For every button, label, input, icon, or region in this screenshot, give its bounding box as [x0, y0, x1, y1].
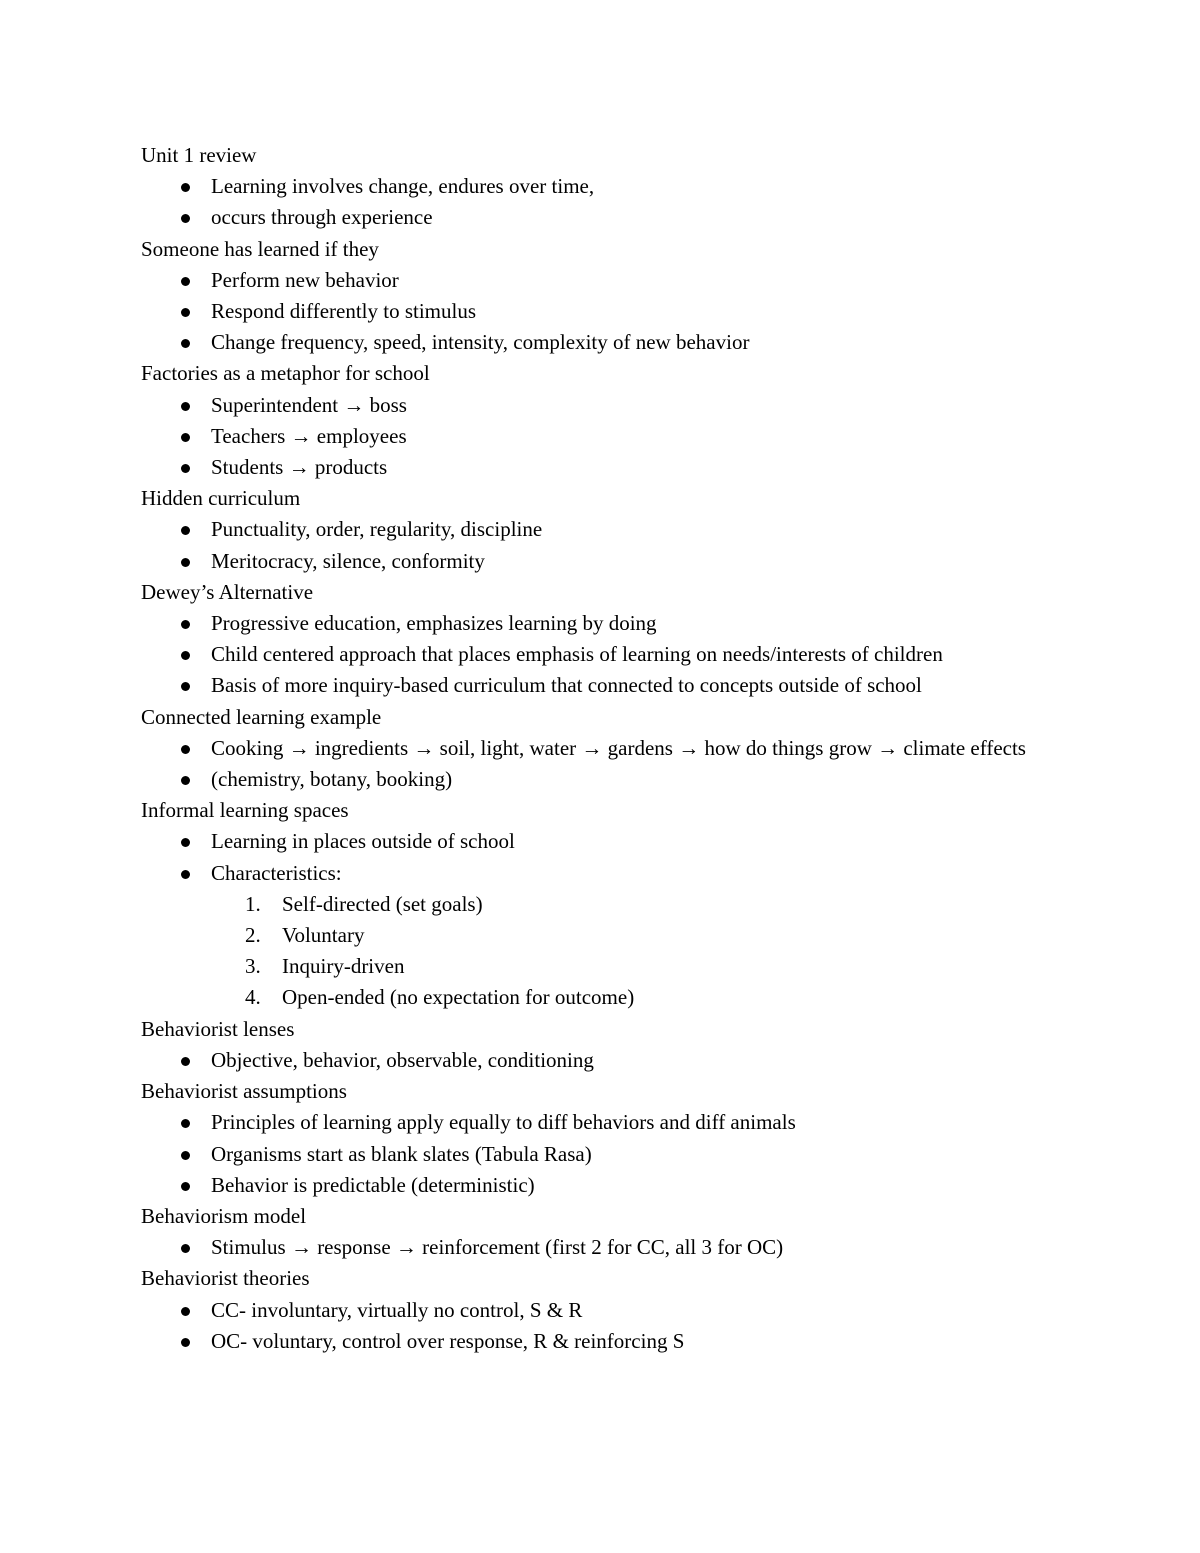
- bullet-item: [141, 670, 1121, 701]
- bullet-list: [141, 514, 1121, 576]
- bullet-dot-icon: [181, 776, 190, 785]
- bullet-dot-icon: [181, 526, 190, 535]
- bullet-item: [141, 1295, 1121, 1326]
- bullet-text: Objective, behavior, observable, conditioning: [211, 1047, 594, 1072]
- section-heading: Behaviorist assumptions: [141, 1079, 347, 1104]
- bullet-dot-icon: [181, 1057, 190, 1066]
- bullet-item: [141, 826, 1121, 857]
- bullet-dot-icon: [181, 1338, 190, 1347]
- bullet-list: [141, 1232, 1121, 1263]
- bullet-text: Meritocracy, silence, conformity: [211, 548, 485, 573]
- bullet-dot-icon: [181, 402, 190, 411]
- bullet-dot-icon: [181, 1307, 190, 1316]
- bullet-item: [141, 1107, 1121, 1138]
- bullet-dot-icon: [181, 620, 190, 629]
- section-behaviorist-theories: [141, 1263, 1121, 1357]
- numbered-text: Inquiry-driven: [282, 954, 405, 979]
- bullet-text: Organisms start as blank slates (Tabula Rasa): [211, 1141, 592, 1166]
- bullet-item: [141, 639, 1121, 670]
- bullet-dot-icon: [181, 433, 190, 442]
- section-heading: Behaviorism model: [141, 1203, 307, 1228]
- bullet-text: Stimulus → response → reinforcement (first 2 for CC, all 3 for OC): [211, 1235, 784, 1260]
- section-someone-has-learned: [141, 234, 1121, 359]
- bullet-list: [141, 1295, 1121, 1357]
- bullet-dot-icon: [181, 838, 190, 847]
- bullet-text: Behavior is predictable (deterministic): [211, 1172, 535, 1197]
- section-heading: Someone has learned if they: [141, 236, 379, 261]
- bullet-list: [141, 826, 1121, 1013]
- bullet-text: Learning involves change, endures over time,: [211, 174, 595, 199]
- bullet-item: [141, 1045, 1121, 1076]
- bullet-text: Punctuality, order, regularity, discipline: [211, 517, 543, 542]
- bullet-text: Teachers → employees: [211, 423, 407, 448]
- item-number: 1.: [245, 891, 261, 916]
- bullet-item: [141, 171, 1121, 202]
- section-heading: Connected learning example: [141, 704, 382, 729]
- numbered-text: Self-directed (set goals): [282, 891, 483, 916]
- bullet-item: [141, 1326, 1121, 1357]
- document-body: [141, 140, 1121, 1357]
- section-heading: Hidden curriculum: [141, 486, 301, 511]
- bullet-item: [141, 1139, 1121, 1170]
- bullet-dot-icon: [181, 183, 190, 192]
- section-connected-learning: [141, 702, 1121, 796]
- bullet-list: [141, 171, 1121, 233]
- bullet-dot-icon: [181, 308, 190, 317]
- section-deweys-alternative: [141, 577, 1121, 702]
- numbered-text: Voluntary: [282, 923, 365, 948]
- bullet-text: Students → products: [211, 455, 388, 480]
- section-heading: Informal learning spaces: [141, 798, 349, 823]
- bullet-text: Superintendent → boss: [211, 392, 407, 417]
- bullet-item: [141, 452, 1121, 483]
- bullet-dot-icon: [181, 339, 190, 348]
- bullet-text: Principles of learning apply equally to diff behaviors and diff animals: [211, 1110, 796, 1135]
- section-behaviorist-lenses: [141, 1014, 1121, 1076]
- bullet-dot-icon: [181, 870, 190, 879]
- section-hidden-curriculum: [141, 483, 1121, 577]
- bullet-list: [141, 265, 1121, 359]
- section-heading: Unit 1 review: [141, 143, 257, 167]
- bullet-item: [141, 390, 1121, 421]
- bullet-dot-icon: [181, 1244, 190, 1253]
- bullet-item: [141, 421, 1121, 452]
- bullet-item: [141, 202, 1121, 233]
- bullet-dot-icon: [181, 1182, 190, 1191]
- section-heading: Dewey’s Alternative: [141, 579, 314, 604]
- bullet-dot-icon: [181, 558, 190, 567]
- section-behaviorist-assumptions: [141, 1076, 1121, 1201]
- bullet-text: Perform new behavior: [211, 267, 399, 292]
- bullet-list: [141, 1107, 1121, 1201]
- bullet-list: [141, 390, 1121, 484]
- bullet-item: [141, 733, 1121, 764]
- section-heading: Behaviorist lenses: [141, 1016, 295, 1041]
- numbered-text: Open-ended (no expectation for outcome): [282, 985, 635, 1010]
- numbered-list: [211, 889, 1121, 1014]
- item-number: 4.: [245, 985, 261, 1010]
- section-heading: Factories as a metaphor for school: [141, 361, 430, 386]
- numbered-item: [211, 920, 1121, 951]
- bullet-text: occurs through experience: [211, 205, 433, 230]
- section-behaviorism-model: [141, 1201, 1121, 1263]
- bullet-dot-icon: [181, 214, 190, 223]
- section-factories-metaphor: [141, 358, 1121, 483]
- bullet-list: [141, 1045, 1121, 1076]
- bullet-text: Child centered approach that places emphasis of learning on needs/interests of children: [211, 642, 943, 667]
- bullet-item: [141, 546, 1121, 577]
- section-unit-1-review: [141, 140, 1121, 234]
- bullet-text: Basis of more inquiry-based curriculum that connected to concepts outside of school: [211, 673, 922, 698]
- bullet-text: CC- involuntary, virtually no control, S & R: [211, 1297, 583, 1322]
- bullet-list: [141, 733, 1121, 795]
- bullet-dot-icon: [181, 682, 190, 691]
- numbered-item: [211, 982, 1121, 1013]
- numbered-item: [211, 889, 1121, 920]
- bullet-item: [141, 608, 1121, 639]
- item-number: 3.: [245, 954, 261, 979]
- bullet-text: Learning in places outside of school: [211, 829, 515, 854]
- bullet-item: [141, 265, 1121, 296]
- bullet-dot-icon: [181, 651, 190, 660]
- bullet-text: Respond differently to stimulus: [211, 299, 477, 324]
- numbered-item: [211, 951, 1121, 982]
- section-heading: Behaviorist theories: [141, 1266, 310, 1291]
- bullet-text: OC- voluntary, control over response, R & reinforcing S: [211, 1328, 685, 1353]
- bullet-item: [141, 514, 1121, 545]
- item-number: 2.: [245, 923, 261, 948]
- bullet-text: Progressive education, emphasizes learning by doing: [211, 611, 657, 636]
- bullet-dot-icon: [181, 464, 190, 473]
- bullet-text: Change frequency, speed, intensity, complexity of new behavior: [211, 330, 750, 355]
- bullet-text: (chemistry, botany, booking): [211, 767, 453, 792]
- bullet-item: [141, 1232, 1121, 1263]
- bullet-item: [141, 296, 1121, 327]
- bullet-item: [141, 1170, 1121, 1201]
- bullet-text: Characteristics:: [211, 860, 342, 885]
- bullet-item: [141, 764, 1121, 795]
- bullet-dot-icon: [181, 277, 190, 286]
- bullet-list: [141, 608, 1121, 702]
- bullet-text: Cooking → ingredients → soil, light, water → gardens → how do things grow → climate effects: [211, 735, 1026, 760]
- bullet-dot-icon: [181, 1151, 190, 1160]
- bullet-item: [141, 327, 1121, 358]
- section-informal-learning: [141, 795, 1121, 1013]
- bullet-item: [141, 858, 1121, 1014]
- bullet-dot-icon: [181, 1119, 190, 1128]
- bullet-dot-icon: [181, 745, 190, 754]
